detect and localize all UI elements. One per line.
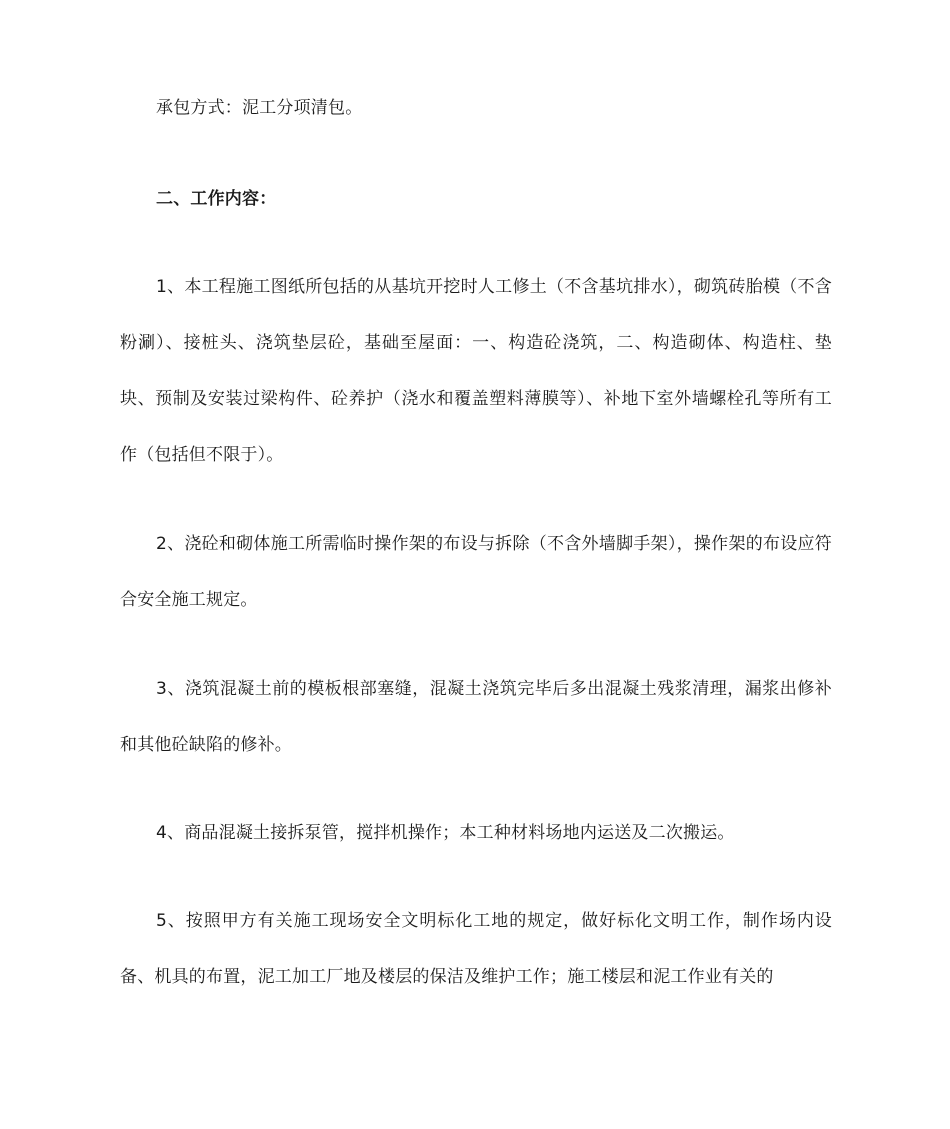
work-item-5: 5、按照甲方有关施工现场安全文明标化工地的规定，做好标化文明工作，制作场内设备、机具的布置，泥工加工厂地及楼层的保洁及维护工作；施工楼层和泥工作业有关的 — [120, 911, 832, 987]
work-item-1: 1、本工程施工图纸所包括的从基坑开挖时人工修土（不含基坑排水），砌筑砖胎模（不含粉涮）、接桩头、浇筑垫层砼，基础至屋面：一、构造砼浇筑，二、构造砌体、构造柱、垫块、预制及安装过梁构件、砼养护（浇水和覆盖塑料薄膜等）、补地下室外墙螺栓孔等所有工作（包括但不限于）。 — [120, 277, 832, 465]
work-item-2: 2、浇砼和砌体施工所需临时操作架的布设与拆除（不含外墙脚手架），操作架的布设应符合安全施工规定。 — [120, 534, 832, 610]
work-item-3: 3、浇筑混凝土前的模板根部塞缝，混凝土浇筑完毕后多出混凝土残浆清理，漏浆出修补和其他砼缺陷的修补。 — [120, 679, 832, 755]
contract-method-text: 承包方式：泥工分项清包。 — [156, 98, 363, 118]
section-heading: 二、工作内容： — [156, 189, 277, 209]
work-item-4: 4、商品混凝土接拆泵管，搅拌机操作；本工种材料场地内运送及二次搬运。 — [156, 823, 735, 843]
